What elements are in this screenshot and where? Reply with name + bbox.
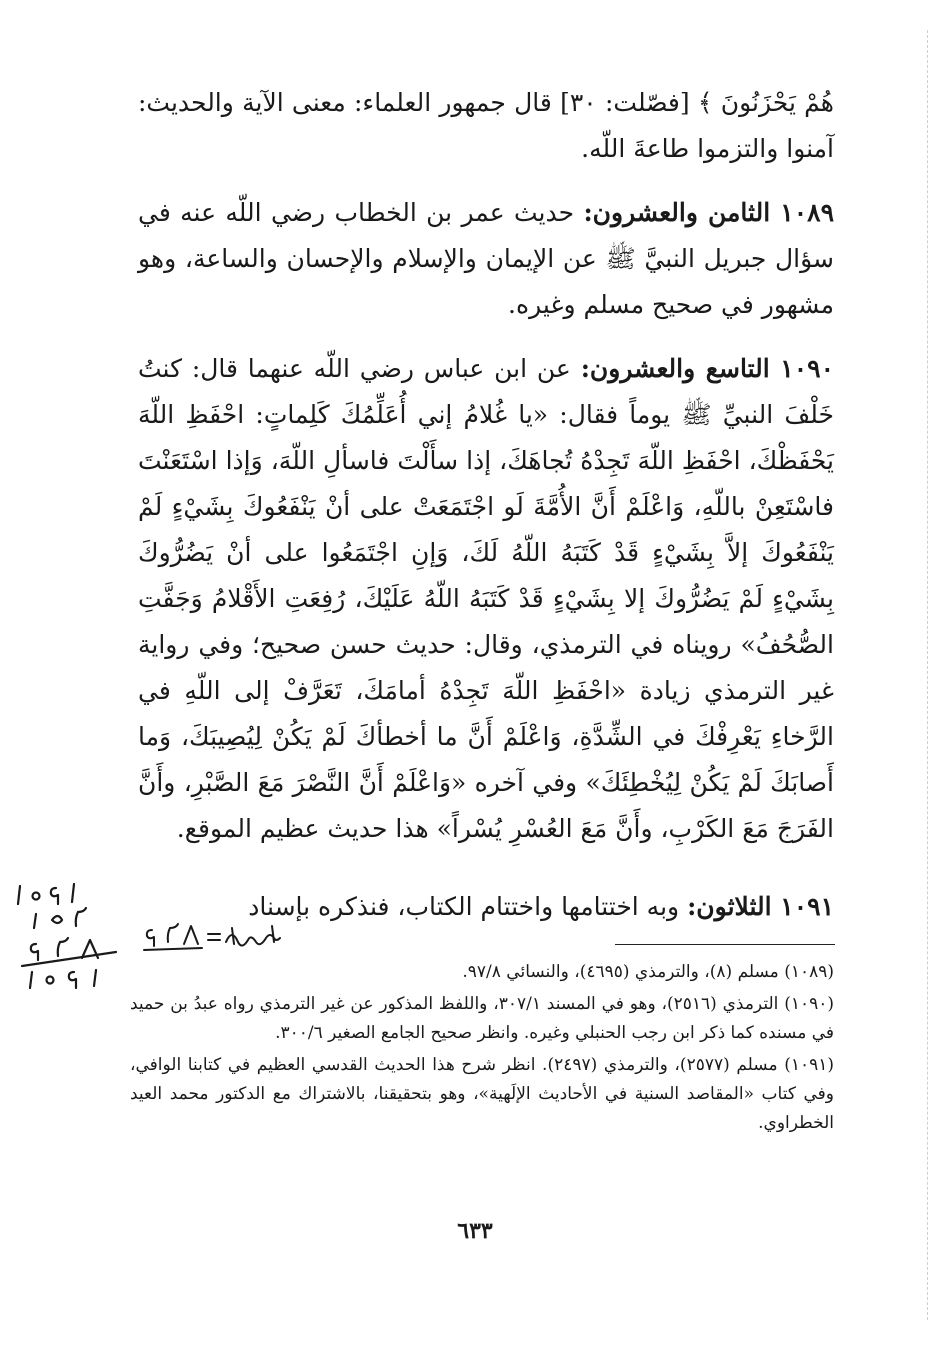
footnote-label: (١٠٩١) [784, 1055, 834, 1075]
hadith-heading: ١٠٨٩ الثامن والعشرون: [583, 198, 834, 227]
hadith-1090 [138, 346, 834, 852]
footnote-label: (١٠٩٠) [784, 994, 834, 1014]
footnote-1090 [130, 990, 834, 1048]
hadith-heading: ١٠٩١ الثلاثون: [687, 892, 834, 921]
handwritten-margin-sum [8, 872, 128, 992]
footnote-1089 [130, 958, 834, 987]
handwriting-drawing [140, 918, 290, 958]
handwriting-drawing [8, 872, 128, 992]
footnote-label: (١٠٨٩) [784, 962, 834, 982]
hadith-1089 [138, 190, 834, 328]
footnote-text: الترمذي (٢٥١٦)، وهو في المسند ٣٠٧/١، واللفظ المذكور عن غير الترمذي رواه عبدُ بن حميد في مسنده كما ذكر ابن رجب الحنبلي وغيره. وانظر صحيح الجامع الصغير ٣٠٠/٦. [130, 994, 834, 1043]
footnote-text: مسلم (٢٥٧٧)، والترمذي (٢٤٩٧). انظر شرح هذا الحديث القدسي العظيم في كتابنا الوافي، وفي كتاب «المقاصد السنية في الأحاديث الإلَهية»، وهو بتحقيقنا، بالاشتراك مع الدكتور محمد العيد الخطراوي. [130, 1055, 834, 1133]
hadith-body: وبه اختتامها واختتام الكتاب، فنذكره بإسناد [248, 892, 688, 921]
footnote-1091 [130, 1051, 834, 1138]
hadith-heading: ١٠٩٠ التاسع والعشرون: [580, 354, 835, 383]
footnotes-section [130, 958, 834, 1141]
hadith-body: حديث عمر بن الخطاب رضي اللّه عنه في سؤال جبريل النبيَّ ﷺ عن الإيمان والإسلام والإحسان والساعة، وهو مشهور في صحيح مسلم وغيره. [138, 198, 834, 319]
footnote-divider [615, 944, 835, 945]
page-number: ٦٣٣ [457, 1218, 493, 1244]
paragraph-verse-explanation [138, 80, 834, 172]
paragraph-text: هُمْ يَحْزَنُونَ ﴾ [فصّلت: ٣٠] قال جمهور العلماء: معنى الآية والحديث: آمنوا والتزموا طاعةَ اللّه. [138, 88, 834, 163]
scan-fold-line [927, 30, 928, 1320]
hadith-body: عن ابن عباس رضي اللّه عنهما قال: كنتُ خَلْفَ النبيِّ ﷺ يوماً فقال: «يا غُلامُ إني أُعَلِّمُكَ كَلِماتٍ: احْفَظِ اللّهَ يَحْفَظْكَ، احْفَظِ اللّهَ تَجِدْهُ تُجاهَكَ، إذا سأَلْتَ فاسألِ اللّهَ، وَإذا اسْتَعَنْتَ فاسْتَعِنْ باللّهِ، وَاعْلَمْ أَنَّ الأُمَّةَ لَو اجْتَمَعَتْ على أنْ يَنْفَعُوكَ بِشَيْءٍ لَمْ يَنْفَعُوكَ إلاَّ بِشَيْءٍ قَدْ كَتَبَهُ اللّهُ لَكَ، وَإنِ اجْتَمَعُوا على أنْ يَضُرُّوكَ بِشَيْءٍ لَمْ يَضُرُّوكَ إلا بِشَيْءٍ قَدْ كَتَبَهُ اللّهُ عَلَيْكَ، رُفِعَتِ الأَقْلامُ وَجَفَّتِ الصُّحُفُ» رويناه في الترمذي، وقال: حديث حسن صحيح؛ وفي رواية غير الترمذي زيادة «احْفَظِ اللّهَ تَجِدْهُ أمامَكَ، تَعَرَّفْ إلى اللّهِ في الرَّخاءِ يَعْرِفْكَ في الشِّدَّةِ، وَاعْلَمْ أَنَّ ما أخطأكَ لَمْ يَكُنْ لِيُصِيبَكَ، وَما أَصابَكَ لَمْ يَكُنْ لِيُخْطِئَكَ» وفي آخره «وَاعْلَمْ أَنَّ النَّصْرَ مَعَ الصَّبْرِ، وأَنَّ الفَرَجَ مَعَ الكَرْبِ، وأَنَّ مَعَ العُسْرِ يُسْراً» هذا حديث عظيم الموقع. [138, 354, 834, 843]
handwritten-margin-label [140, 918, 290, 958]
footnote-text: مسلم (٨)، والترمذي (٤٦٩٥)، والنسائي ٩٧/٨. [462, 962, 785, 982]
